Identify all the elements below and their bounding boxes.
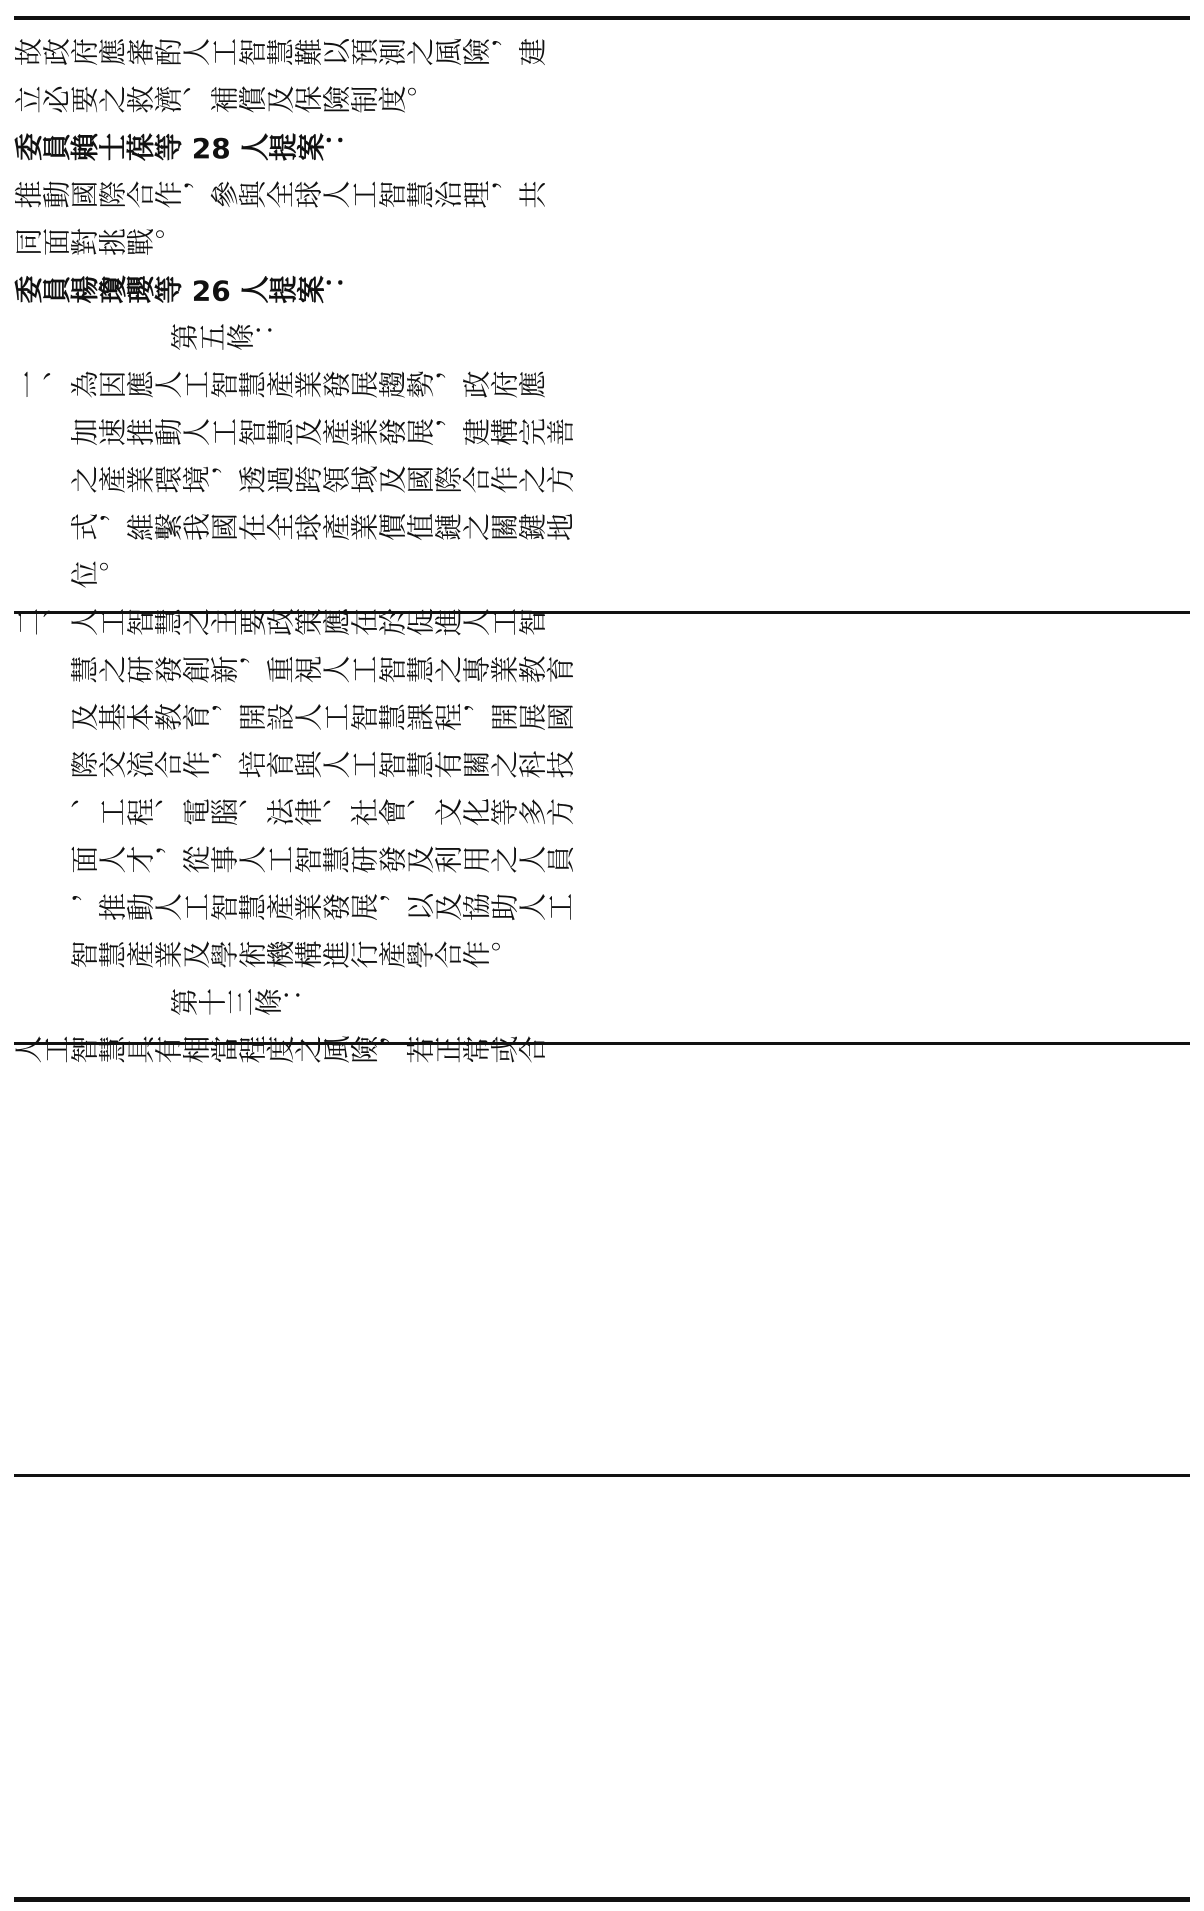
text-line: 、工程、電腦、法律、社會、文化等多方: [70, 797, 574, 830]
text-line: 際交流合作，培育與人工智慧有關之科技: [70, 749, 574, 783]
text-line: 位。: [70, 559, 126, 593]
article-heading: 第十三條：: [170, 987, 310, 1020]
text-line: 加速推動人工智慧及產業發展，建構完善: [70, 417, 574, 450]
document-cell: [14, 22, 1190, 1068]
text-line: 式，維繫我國在全球產業價值鏈之關鍵地: [70, 512, 574, 545]
rotated-text-block: [14, 22, 1190, 1068]
text-line: 面人才，從事人工智慧研發及利用之人員: [70, 844, 574, 878]
text-line: 之產業環境，透過跨領域及國際合作之方: [70, 464, 574, 498]
text-line: 二、人工智慧之主要政策應在於促進人工智: [14, 607, 546, 640]
proposal-heading: 委員楊瓊瓔等 26 人提案：: [14, 274, 353, 308]
row-divider: [14, 1474, 1190, 1477]
text-line: 慧之研發創新，重視人工智慧之專業教育: [70, 654, 574, 688]
top-border: [14, 16, 1190, 20]
text-line: 人工智慧具有相當程度之風險，若正常或合: [14, 1034, 546, 1068]
text-line: 一、為因應人工智慧產業發展趨勢，政府應: [14, 369, 546, 403]
text-line: 立必要之救濟、補償及保險制度。: [14, 84, 434, 118]
text-line: 智慧產業及學術機構進行產學合作。: [70, 939, 518, 973]
text-line: 及基本教育，開設人工智慧課程，開展國: [70, 702, 574, 735]
text-line: 故政府應審酌人工智慧難以預測之風險，建: [14, 37, 546, 70]
proposal-heading: 委員賴士葆等 28 人提案：: [14, 132, 353, 165]
text-line: ，推動人工智慧產業發展，以及協助人工: [70, 892, 574, 925]
article-heading: 第五條：: [170, 322, 282, 355]
text-line: 推動國際合作，參與全球人工智慧治理，共: [14, 179, 546, 213]
bottom-border: [14, 1897, 1190, 1902]
text-line: 同面對挑戰。: [14, 227, 182, 260]
